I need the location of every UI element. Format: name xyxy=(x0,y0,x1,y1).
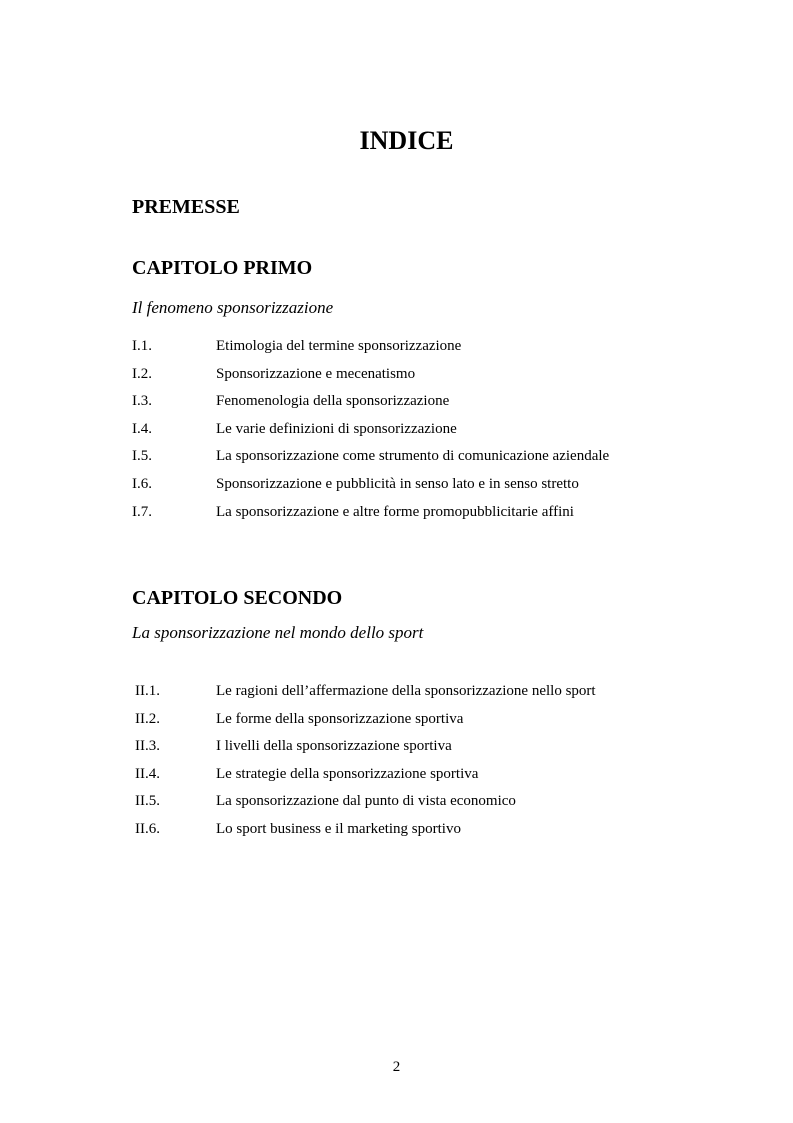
section-title: Le varie definizioni di sponsorizzazione xyxy=(216,420,457,437)
chapter-2-heading: CAPITOLO SECONDO xyxy=(132,587,343,609)
section-number: II.2. xyxy=(135,710,160,727)
toc-entry[interactable] xyxy=(0,416,793,444)
toc-entry[interactable] xyxy=(0,443,793,471)
section-title: Sponsorizzazione e mecenatismo xyxy=(216,365,416,382)
section-number: I.2. xyxy=(132,365,152,382)
section-title: Fenomenologia della sponsorizzazione xyxy=(216,393,450,410)
toc-entry[interactable] xyxy=(0,388,793,416)
section-title: Le strategie della sponsorizzazione sportiva xyxy=(216,765,479,782)
section-title: I livelli della sponsorizzazione sportiva xyxy=(216,738,452,755)
section-number: I.5. xyxy=(132,448,152,465)
chapter-1-section-list xyxy=(0,333,793,526)
section-title: Sponsorizzazione e pubblicità in senso lato e in senso stretto xyxy=(216,475,579,492)
section-title: La sponsorizzazione come strumento di comunicazione aziendale xyxy=(216,448,610,465)
page-title: INDICE xyxy=(359,126,454,155)
toc-entry[interactable] xyxy=(0,788,793,816)
toc-entry[interactable] xyxy=(0,333,793,361)
section-title: Lo sport business e il marketing sportivo xyxy=(216,820,461,837)
toc-entry[interactable] xyxy=(0,471,793,499)
chapter-2-subtitle: La sponsorizzazione nel mondo dello sport xyxy=(132,623,424,642)
section-number: I.1. xyxy=(132,338,152,354)
toc-entry[interactable] xyxy=(0,361,793,389)
toc-entry[interactable] xyxy=(0,733,793,761)
section-number: II.6. xyxy=(135,820,160,837)
section-number: I.6. xyxy=(132,475,152,492)
toc-entry[interactable] xyxy=(0,499,793,527)
toc-entry[interactable] xyxy=(0,816,793,844)
toc-entry[interactable] xyxy=(0,678,793,706)
section-number: II.5. xyxy=(135,793,160,810)
section-number: II.4. xyxy=(135,765,160,782)
toc-entry[interactable] xyxy=(0,706,793,734)
page-number: 2 xyxy=(392,1059,401,1075)
preface-heading: PREMESSE xyxy=(132,196,240,218)
section-title: La sponsorizzazione e altre forme promopubblicitarie affini xyxy=(216,503,574,520)
section-title: Le ragioni dell’affermazione della sponsorizzazione nello sport xyxy=(216,683,596,699)
section-title: Etimologia del termine sponsorizzazione xyxy=(216,338,462,354)
chapter-2-section-list xyxy=(0,678,793,844)
section-title: La sponsorizzazione dal punto di vista economico xyxy=(216,793,516,810)
section-title: Le forme della sponsorizzazione sportiva xyxy=(216,710,464,727)
chapter-1-heading: CAPITOLO PRIMO xyxy=(132,257,313,279)
section-number: I.4. xyxy=(132,420,152,437)
toc-entry[interactable] xyxy=(0,761,793,789)
section-number: I.7. xyxy=(132,503,152,520)
section-number: II.1. xyxy=(135,683,160,699)
section-number: II.3. xyxy=(135,738,160,755)
chapter-1-subtitle: Il fenomeno sponsorizzazione xyxy=(132,298,334,317)
section-number: I.3. xyxy=(132,393,152,410)
